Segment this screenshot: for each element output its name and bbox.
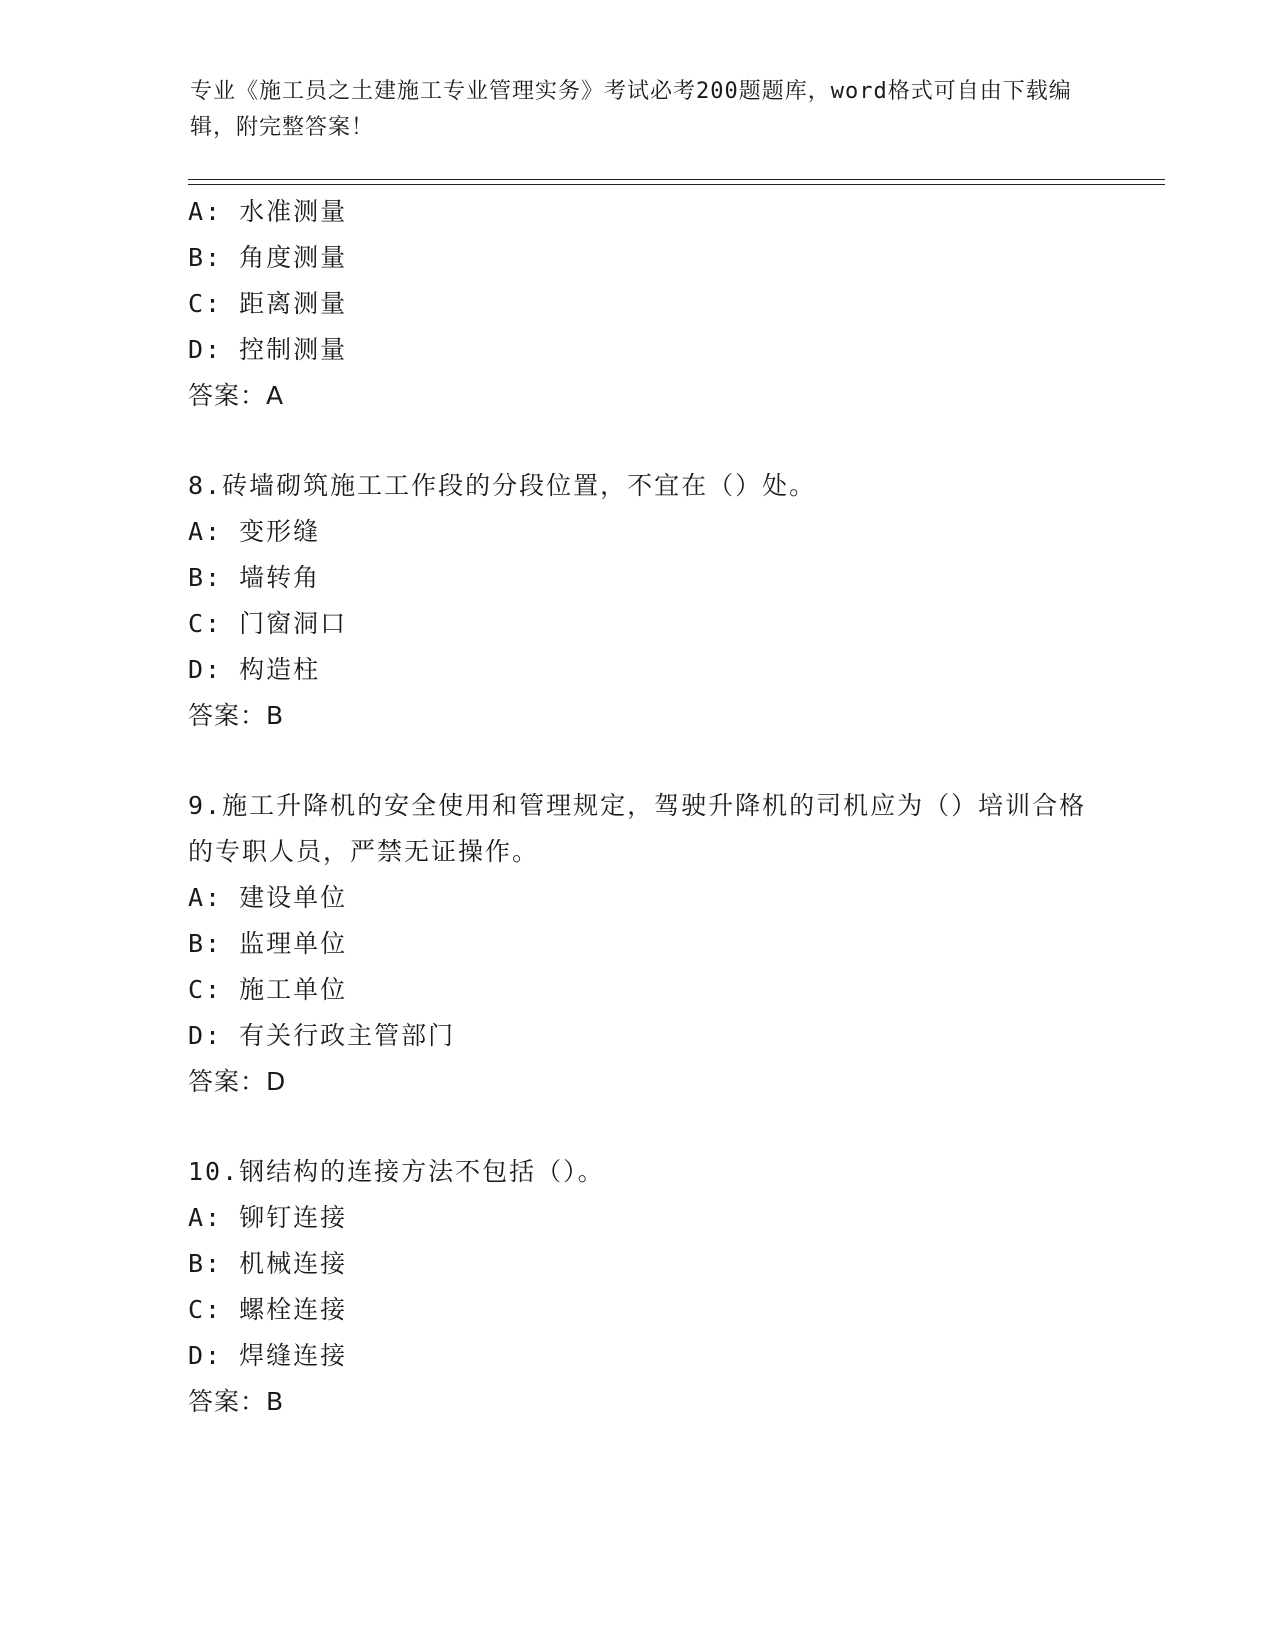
option-b: B: 角度测量: [188, 243, 348, 272]
answer-line: 答案：D: [188, 1067, 287, 1096]
option-c: C: 螺栓连接: [188, 1295, 348, 1324]
option-b: B: 墙转角: [188, 563, 321, 592]
document-header: 专业《施工员之土建施工专业管理实务》考试必考200题题库，word格式可自由下载编辑，附完整答案！: [190, 79, 1072, 140]
spacer: [188, 739, 1088, 783]
question-text: 10.钢结构的连接方法不包括（）。: [188, 1157, 605, 1186]
answer-line: 答案：B: [188, 701, 285, 730]
header-divider-bottom: [188, 184, 1165, 185]
question-block-8: [188, 463, 1088, 739]
option-c: C: 门窗洞口: [188, 609, 348, 638]
option-a: A: 变形缝: [188, 517, 321, 546]
option-a: A: 铆钉连接: [188, 1203, 348, 1232]
question-list: [188, 189, 1088, 1425]
option-a: A: 建设单位: [188, 883, 348, 912]
question-text: 9.施工升降机的安全使用和管理规定，驾驶升降机的司机应为（）培训合格的专职人员，严禁无证操作。: [188, 791, 1087, 866]
header-divider-top: [188, 179, 1165, 180]
option-c: C: 施工单位: [188, 975, 348, 1004]
option-b: B: 监理单位: [188, 929, 348, 958]
spacer: [188, 1105, 1088, 1149]
option-a: A: 水准测量: [188, 197, 348, 226]
question-block-9: [188, 783, 1088, 1105]
option-d: D: 控制测量: [188, 335, 348, 364]
option-c: C: 距离测量: [188, 289, 348, 318]
answer-line: 答案：B: [188, 1387, 285, 1416]
answer-line: 答案：A: [188, 381, 285, 410]
option-b: B: 机械连接: [188, 1249, 348, 1278]
option-d: D: 焊缝连接: [188, 1341, 348, 1370]
question-block-10: [188, 1149, 1088, 1425]
option-d: D: 有关行政主管部门: [188, 1021, 456, 1050]
option-d: D: 构造柱: [188, 655, 321, 684]
spacer: [188, 419, 1088, 463]
question-block-previous: [188, 189, 1088, 419]
question-text: 8.砖墙砌筑施工工作段的分段位置，不宜在（）处。: [188, 471, 817, 500]
